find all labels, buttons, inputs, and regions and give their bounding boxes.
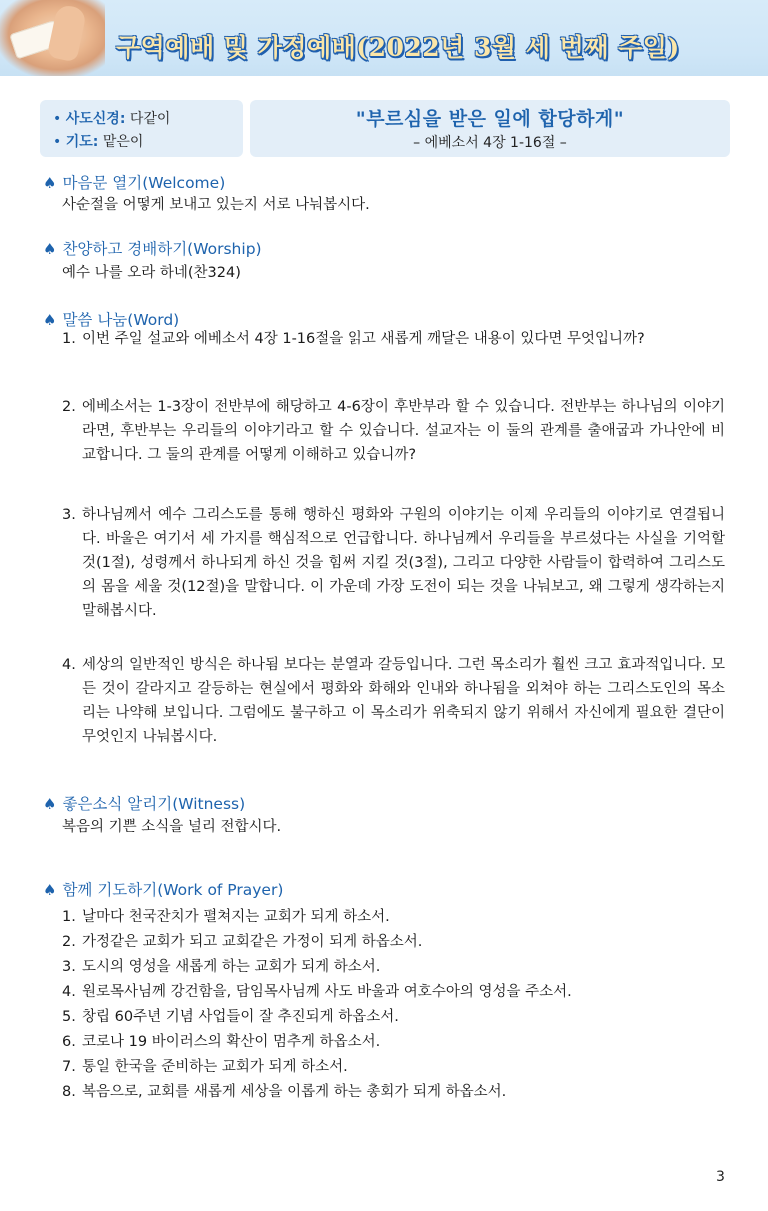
prayer-number: 4. [62, 984, 76, 1000]
prayer-number: 7. [62, 1059, 76, 1075]
prayer-number: 5. [62, 1009, 76, 1025]
question-number: 3. [62, 507, 76, 523]
welcome-body: 사순절을 어떻게 보내고 있는지 서로 나눠봅시다. [62, 197, 370, 213]
prayer-text: 창립 60주년 기념 사업들이 잘 추진되게 하옵소서. [82, 1009, 399, 1025]
page-title: 구역예배 및 가정예배(2022년 3월 세 번째 주일) [116, 33, 680, 62]
hand-image [47, 3, 88, 62]
spade-icon: ♠ [43, 311, 57, 329]
prayer-text: 원로목사님께 강건함을, 담임목사님께 사도 바울과 여호수아의 영성을 주소서. [82, 984, 572, 1000]
page-header [0, 0, 768, 76]
prayer-item [62, 1030, 380, 1051]
sermon-theme-box [250, 100, 730, 157]
prayer-value: 맡은이 [102, 134, 144, 150]
bible-hands-photo [0, 0, 105, 76]
section-heading-witness [43, 792, 245, 814]
question-number: 1. [62, 331, 76, 347]
prayer-line [53, 131, 143, 151]
service-roles-box [40, 100, 243, 157]
prayer-text: 코로나 19 바이러스의 확산이 멈추게 하옵소서. [82, 1034, 381, 1050]
section-heading-text: 찬양하고 경배하기(Worship) [62, 240, 262, 258]
prayer-item [62, 1080, 506, 1101]
prayer-text: 가정같은 교회가 되고 교회같은 가정이 되게 하옵소서. [82, 934, 423, 950]
creed-value: 다같이 [129, 111, 171, 127]
prayer-text: 통일 한국을 준비하는 교회가 되게 하소서. [82, 1059, 348, 1075]
prayer-item [62, 955, 380, 976]
spade-icon: ♠ [43, 881, 57, 899]
bullet-dot: • [53, 134, 66, 150]
spade-icon: ♠ [43, 174, 57, 192]
creed-label: 사도신경: [65, 111, 126, 127]
scripture-reference: – 에베소서 4장 1-16절 – [413, 135, 567, 151]
prayer-number: 6. [62, 1034, 76, 1050]
prayer-label: 기도: [65, 134, 99, 150]
prayer-text: 날마다 천국잔치가 펼쳐지는 교회가 되게 하소서. [82, 909, 390, 925]
question-item [62, 653, 725, 749]
spade-icon: ♠ [43, 795, 57, 813]
section-heading-text: 마음문 열기(Welcome) [62, 174, 226, 192]
page-number: 3 [716, 1169, 725, 1185]
section-heading-worship [43, 237, 262, 259]
bullet-dot: • [53, 111, 66, 127]
prayer-item [62, 905, 390, 926]
question-item [62, 395, 725, 467]
section-heading-text: 좋은소식 알리기(Witness) [62, 795, 246, 813]
worship-body: 예수 나를 오라 하네(찬324) [62, 265, 241, 281]
prayer-number: 8. [62, 1084, 76, 1100]
question-item [62, 327, 725, 351]
prayer-item [62, 1055, 348, 1076]
creed-line [53, 108, 170, 128]
prayer-number: 3. [62, 959, 76, 975]
spade-icon: ♠ [43, 240, 57, 258]
prayer-number: 1. [62, 909, 76, 925]
question-text: 에베소서는 1-3장이 전반부에 해당하고 4-6장이 후반부라 할 수 있습니다. 전반부는 하나님의 이야기라면, 후반부는 우리들의 이야기라고 할 수 있습니다. 설교자는 이 둘의 관계를 출애굽과 가나안에 비교합니다. 그 둘의 관계를 어떻게 이해하고 있습니까? [82, 399, 725, 463]
section-heading-text: 말씀 나눔(Word) [62, 311, 180, 329]
section-heading-prayer [43, 878, 283, 900]
question-text: 하나님께서 예수 그리스도를 통해 행하신 평화와 구원의 이야기는 이제 우리들의 이야기로 연결됩니다. 바울은 여기서 세 가지를 핵심적으로 언급합니다. 하나님께서 우리들을 부르셨다는 사실을 기억할 것(1절), 성령께서 하나되게 하신 것을 힘써 지킬 것(3절), 그리고 다양한 사람들이 합력하여 그리스도의 몸을 세울 것(12절)을 말합니다. 이 가운데 가장 도전이 되는 것을 나눠보고, 왜 그렇게 생각하는지 말해봅시다. [82, 507, 725, 619]
prayer-text: 복음으로, 교회를 새롭게 세상을 이롭게 하는 총회가 되게 하옵소서. [82, 1084, 507, 1100]
question-number: 4. [62, 657, 76, 673]
section-heading-welcome [43, 171, 225, 193]
question-item [62, 503, 725, 623]
sermon-title: "부르심을 받은 일에 합당하게" [355, 108, 625, 130]
question-number: 2. [62, 399, 76, 415]
prayer-text: 도시의 영성을 새롭게 하는 교회가 되게 하소서. [82, 959, 381, 975]
question-text: 이번 주일 설교와 에베소서 4장 1-16절을 읽고 새롭게 깨달은 내용이 있다면 무엇입니까? [82, 331, 645, 347]
prayer-item [62, 1005, 399, 1026]
prayer-item [62, 980, 572, 1001]
prayer-item [62, 930, 422, 951]
question-text: 세상의 일반적인 방식은 하나됨 보다는 분열과 갈등입니다. 그런 목소리가 훨씬 크고 효과적입니다. 모든 것이 갈라지고 갈등하는 현실에서 평화와 화해와 인내와 하나됨을 외쳐야 하는 그리스도인의 목소리는 나약해 보입니다. 그럼에도 불구하고 이 목소리가 위축되지 않기 위해서 자신에게 필요한 결단이 무엇인지 나눠봅시다. [82, 657, 725, 745]
witness-body: 복음의 기쁜 소식을 널리 전합시다. [62, 819, 282, 835]
prayer-number: 2. [62, 934, 76, 950]
section-heading-text: 함께 기도하기(Work of Prayer) [62, 881, 284, 899]
